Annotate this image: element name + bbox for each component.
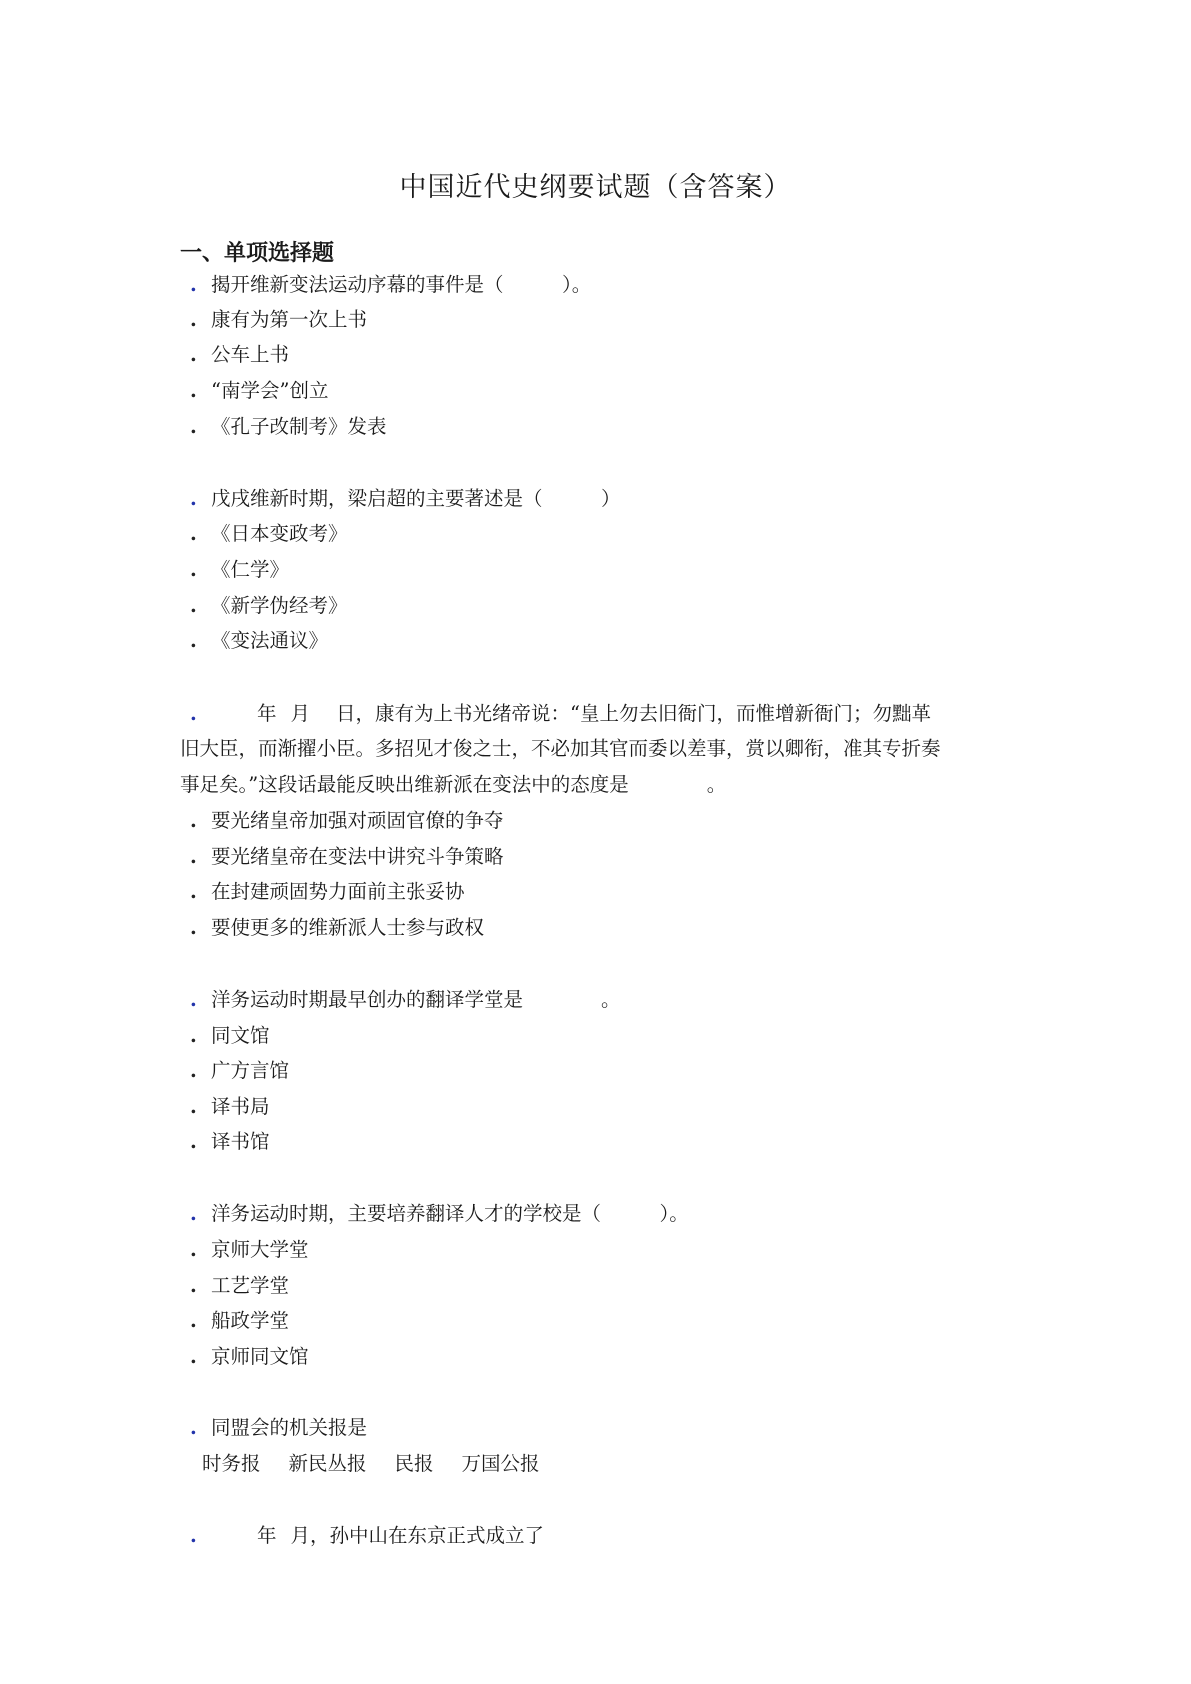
- question-marker: .: [190, 1202, 197, 1225]
- question-marker: .: [190, 487, 197, 510]
- question-3-option-d: . 要使更多的维新派人士参与政权: [190, 916, 485, 939]
- question-6-option-a: 时务报: [202, 1452, 261, 1475]
- question-marker: .: [190, 1524, 197, 1547]
- section-heading: 一、单项选择题: [180, 240, 335, 266]
- question-3-line-2: 旧大臣，而渐擢小臣。多招见才俊之士，不必加其官而委以差事，赏以卿衔，准其专折奏: [180, 737, 941, 760]
- question-4-stem: . 洋务运动时期最早创办的翻译学堂是 。: [190, 985, 621, 1015]
- question-7-stem: . 年 月，孙中山在东京正式成立了: [190, 1521, 544, 1551]
- question-1-option-a: . 康有为第一次上书: [190, 308, 368, 331]
- question-marker: .: [190, 988, 197, 1011]
- question-5-stem: . 洋务运动时期，主要培养翻译人才的学校是（ ）。: [190, 1199, 689, 1229]
- question-3-option-a: . 要光绪皇帝加强对顽固官僚的争夺: [190, 809, 504, 832]
- question-2-option-a: . 《日本变政考》: [190, 522, 348, 545]
- question-6-stem: . 同盟会的机关报是: [190, 1413, 367, 1443]
- question-1-stem: . 揭开维新变法运动序幕的事件是（ ）。: [190, 270, 591, 300]
- question-4-option-c: . 译书局: [190, 1095, 270, 1118]
- question-1-option-d: . 《孔子改制考》发表: [190, 415, 387, 438]
- question-3-option-c: . 在封建顽固势力面前主张妥协: [190, 880, 465, 903]
- question-5-option-a: . 京师大学堂: [190, 1238, 309, 1261]
- question-2-option-c: . 《新学伪经考》: [190, 594, 348, 617]
- question-3-line-3: 事足矣。”这段话最能反映出维新派在变法中的态度是 。: [180, 773, 727, 796]
- question-2-option-b: . 《仁学》: [190, 558, 290, 581]
- question-4-option-d: . 译书馆: [190, 1130, 270, 1153]
- question-4-option-a: . 同文馆: [190, 1024, 270, 1047]
- question-3-option-b: . 要光绪皇帝在变法中讲究斗争策略: [190, 845, 504, 868]
- question-6-option-d: 万国公报: [461, 1452, 540, 1475]
- question-marker: .: [190, 1416, 197, 1439]
- document-title: 中国近代史纲要试题（含答案）: [399, 172, 792, 203]
- question-marker: .: [190, 702, 197, 725]
- question-5-option-d: . 京师同文馆: [190, 1345, 309, 1368]
- question-5-option-b: . 工艺学堂: [190, 1274, 290, 1297]
- question-4-option-b: . 广方言馆: [190, 1059, 290, 1082]
- question-1-option-b: . 公车上书: [190, 343, 290, 366]
- question-6-option-c: 民报: [394, 1452, 434, 1475]
- question-3-line-1: . 年 月 日，康有为上书光绪帝说：“皇上勿去旧衙门，而惟增新衙门；勿黜革: [190, 699, 931, 729]
- question-1-option-c: . “南学会”创立: [190, 379, 329, 402]
- question-marker: .: [190, 273, 197, 296]
- question-2-option-d: . 《变法通议》: [190, 629, 329, 652]
- question-6-options: [202, 1449, 540, 1479]
- question-5-option-c: . 船政学堂: [190, 1309, 290, 1332]
- question-6-option-b: 新民丛报: [288, 1452, 367, 1475]
- question-2-stem: . 戊戌维新时期，梁启超的主要著述是（ ）: [190, 484, 621, 514]
